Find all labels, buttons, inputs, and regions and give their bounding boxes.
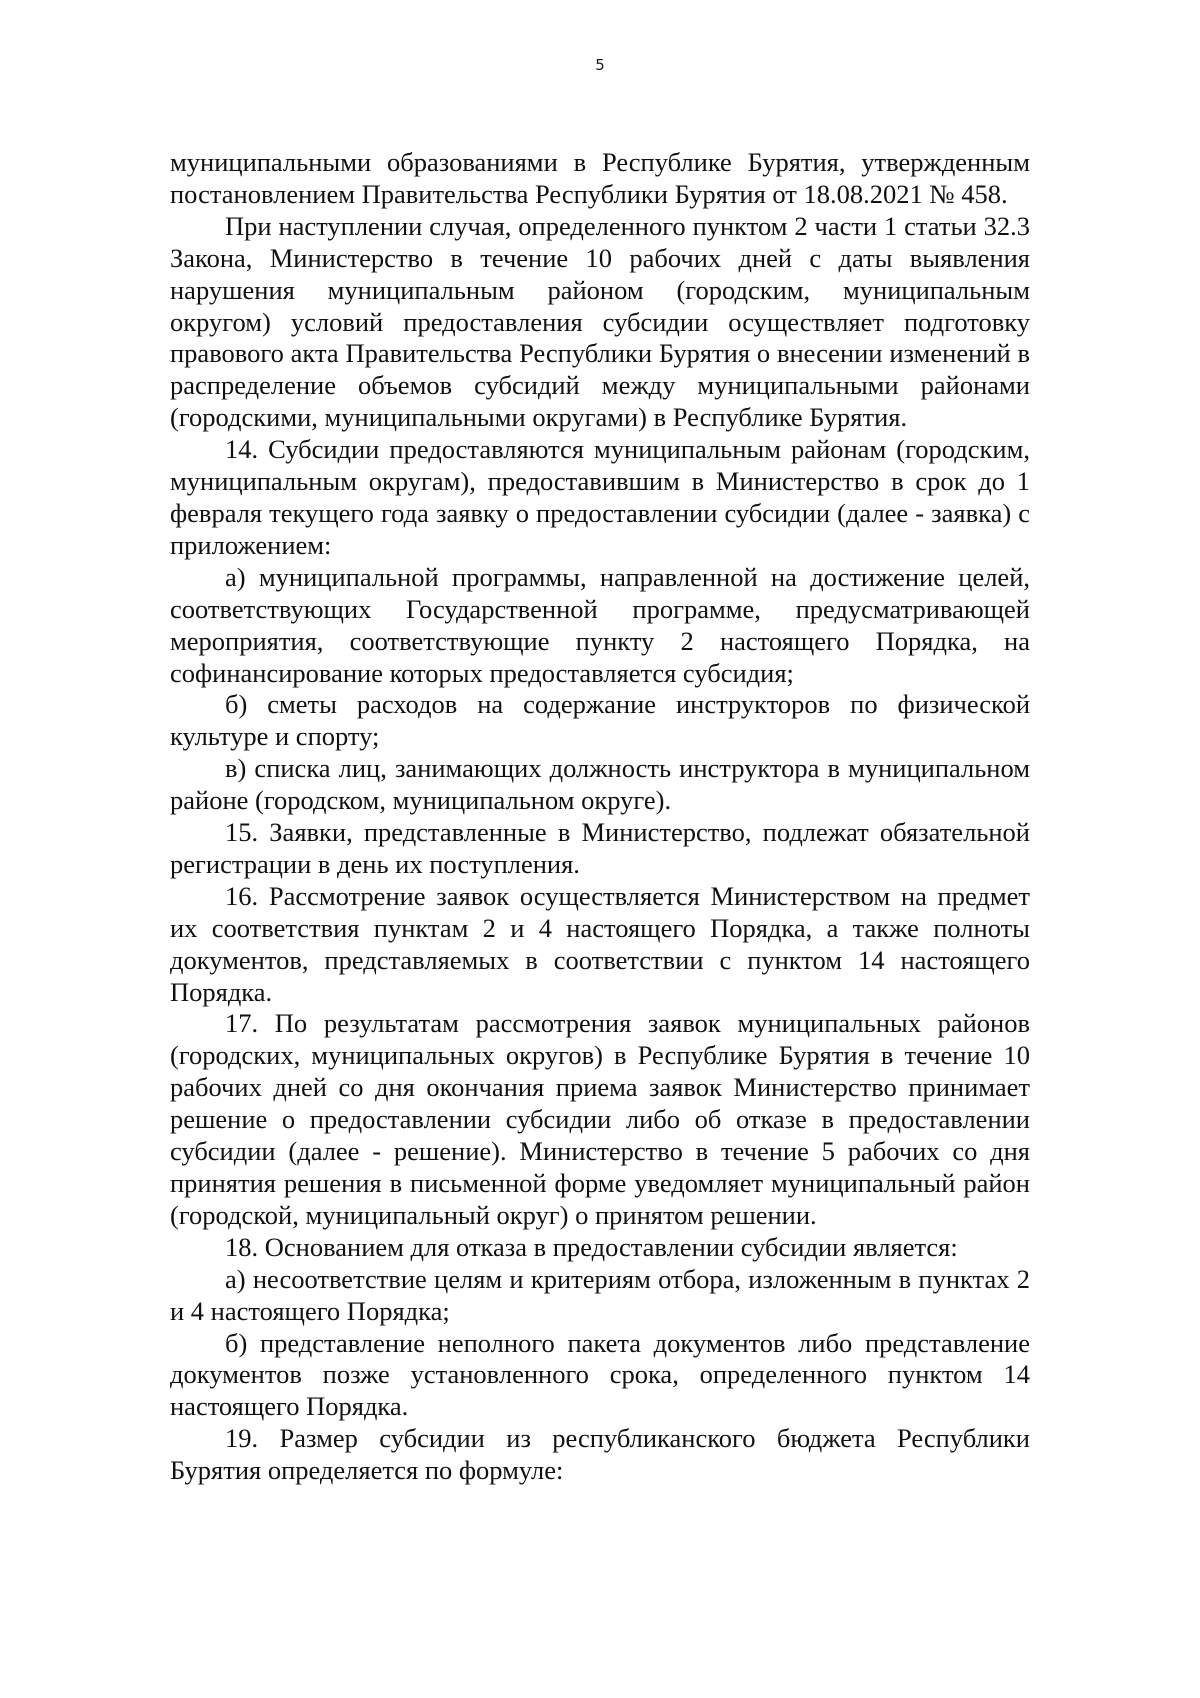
paragraph-14-b: б) сметы расходов на содержание инструкторов по физической культуре и спорту; — [170, 689, 1030, 752]
paragraph-17: 17. По результатам рассмотрения заявок муниципальных районов (городских, муниципальных округов) в Республике Бурятия в течение 10 рабочих дней со дня окончания приема заявок Министерство принимает решение о предоставлении субсидии либо об отказе в предоставлении субсидии (далее - решение). Министерство в течение 5 рабочих со дня принятия решения в письменной форме уведомляет муниципальный район (городской, муниципальный округ) о принятом решении. — [170, 1008, 1030, 1230]
paragraph-violation-case: При наступлении случая, определенного пунктом 2 части 1 статьи 32.3 Закона, Министерство в течение 10 рабочих дней с даты выявления нарушения муниципальным районом (городским, муниципальным округом) условий предоставления субсидии осуществляет подготовку правового акта Правительства Республики Бурятия о внесении изменений в распределение объемов субсидий между муниципальными районами (городскими, муниципальными округами) в Республике Бурятия. — [170, 210, 1030, 433]
paragraph-14: 14. Субсидии предоставляются муниципальным районам (городским, муниципальным округам), предоставившим в Министерство в срок до 1 февраля текущего года заявку о предоставлении субсидии (далее - заявка) с приложением: — [170, 434, 1030, 560]
paragraph-18-a: а) несоответствие целям и критериям отбора, изложенным в пунктах 2 и 4 настоящего Порядка; — [170, 1263, 1030, 1326]
paragraph-18: 18. Основанием для отказа в предоставлении субсидии является: — [225, 1231, 958, 1262]
document-body — [170, 147, 1030, 1487]
page-number: 5 — [595, 56, 605, 74]
paragraph-14-v: в) списка лиц, занимающих должность инструктора в муниципальном районе (городском, муниципальном округе). — [170, 753, 1030, 816]
paragraph-16: 16. Рассмотрение заявок осуществляется Министерством на предмет их соответствия пунктам 2 и 4 настоящего Порядка, а также полноты документов, представляемых в соответствии с пунктом 14 настоящего Порядка. — [170, 880, 1030, 1007]
paragraph-14-a: а) муниципальной программы, направленной на достижение целей, соответствующих Государственной программе, предусматривающей мероприятия, соответствующие пункту 2 настоящего Порядка, на софинансирование которых предоставляется субсидия; — [170, 561, 1030, 688]
paragraph-18-b: б) представление неполного пакета документов либо представление документов позже установленного срока, определенного пунктом 14 настоящего Порядка. — [170, 1327, 1030, 1422]
paragraph-19: 19. Размер субсидии из республиканского бюджета Республики Бурятия определяется по формуле: — [170, 1423, 1030, 1486]
paragraph-15: 15. Заявки, представленные в Министерство, подлежат обязательной регистрации в день их поступления. — [170, 817, 1030, 879]
paragraph-continuation: муниципальными образованиями в Республике Бурятия, утвержденным постановлением Правительства Республики Бурятия от 18.08.2021 № 458. — [170, 147, 1030, 209]
